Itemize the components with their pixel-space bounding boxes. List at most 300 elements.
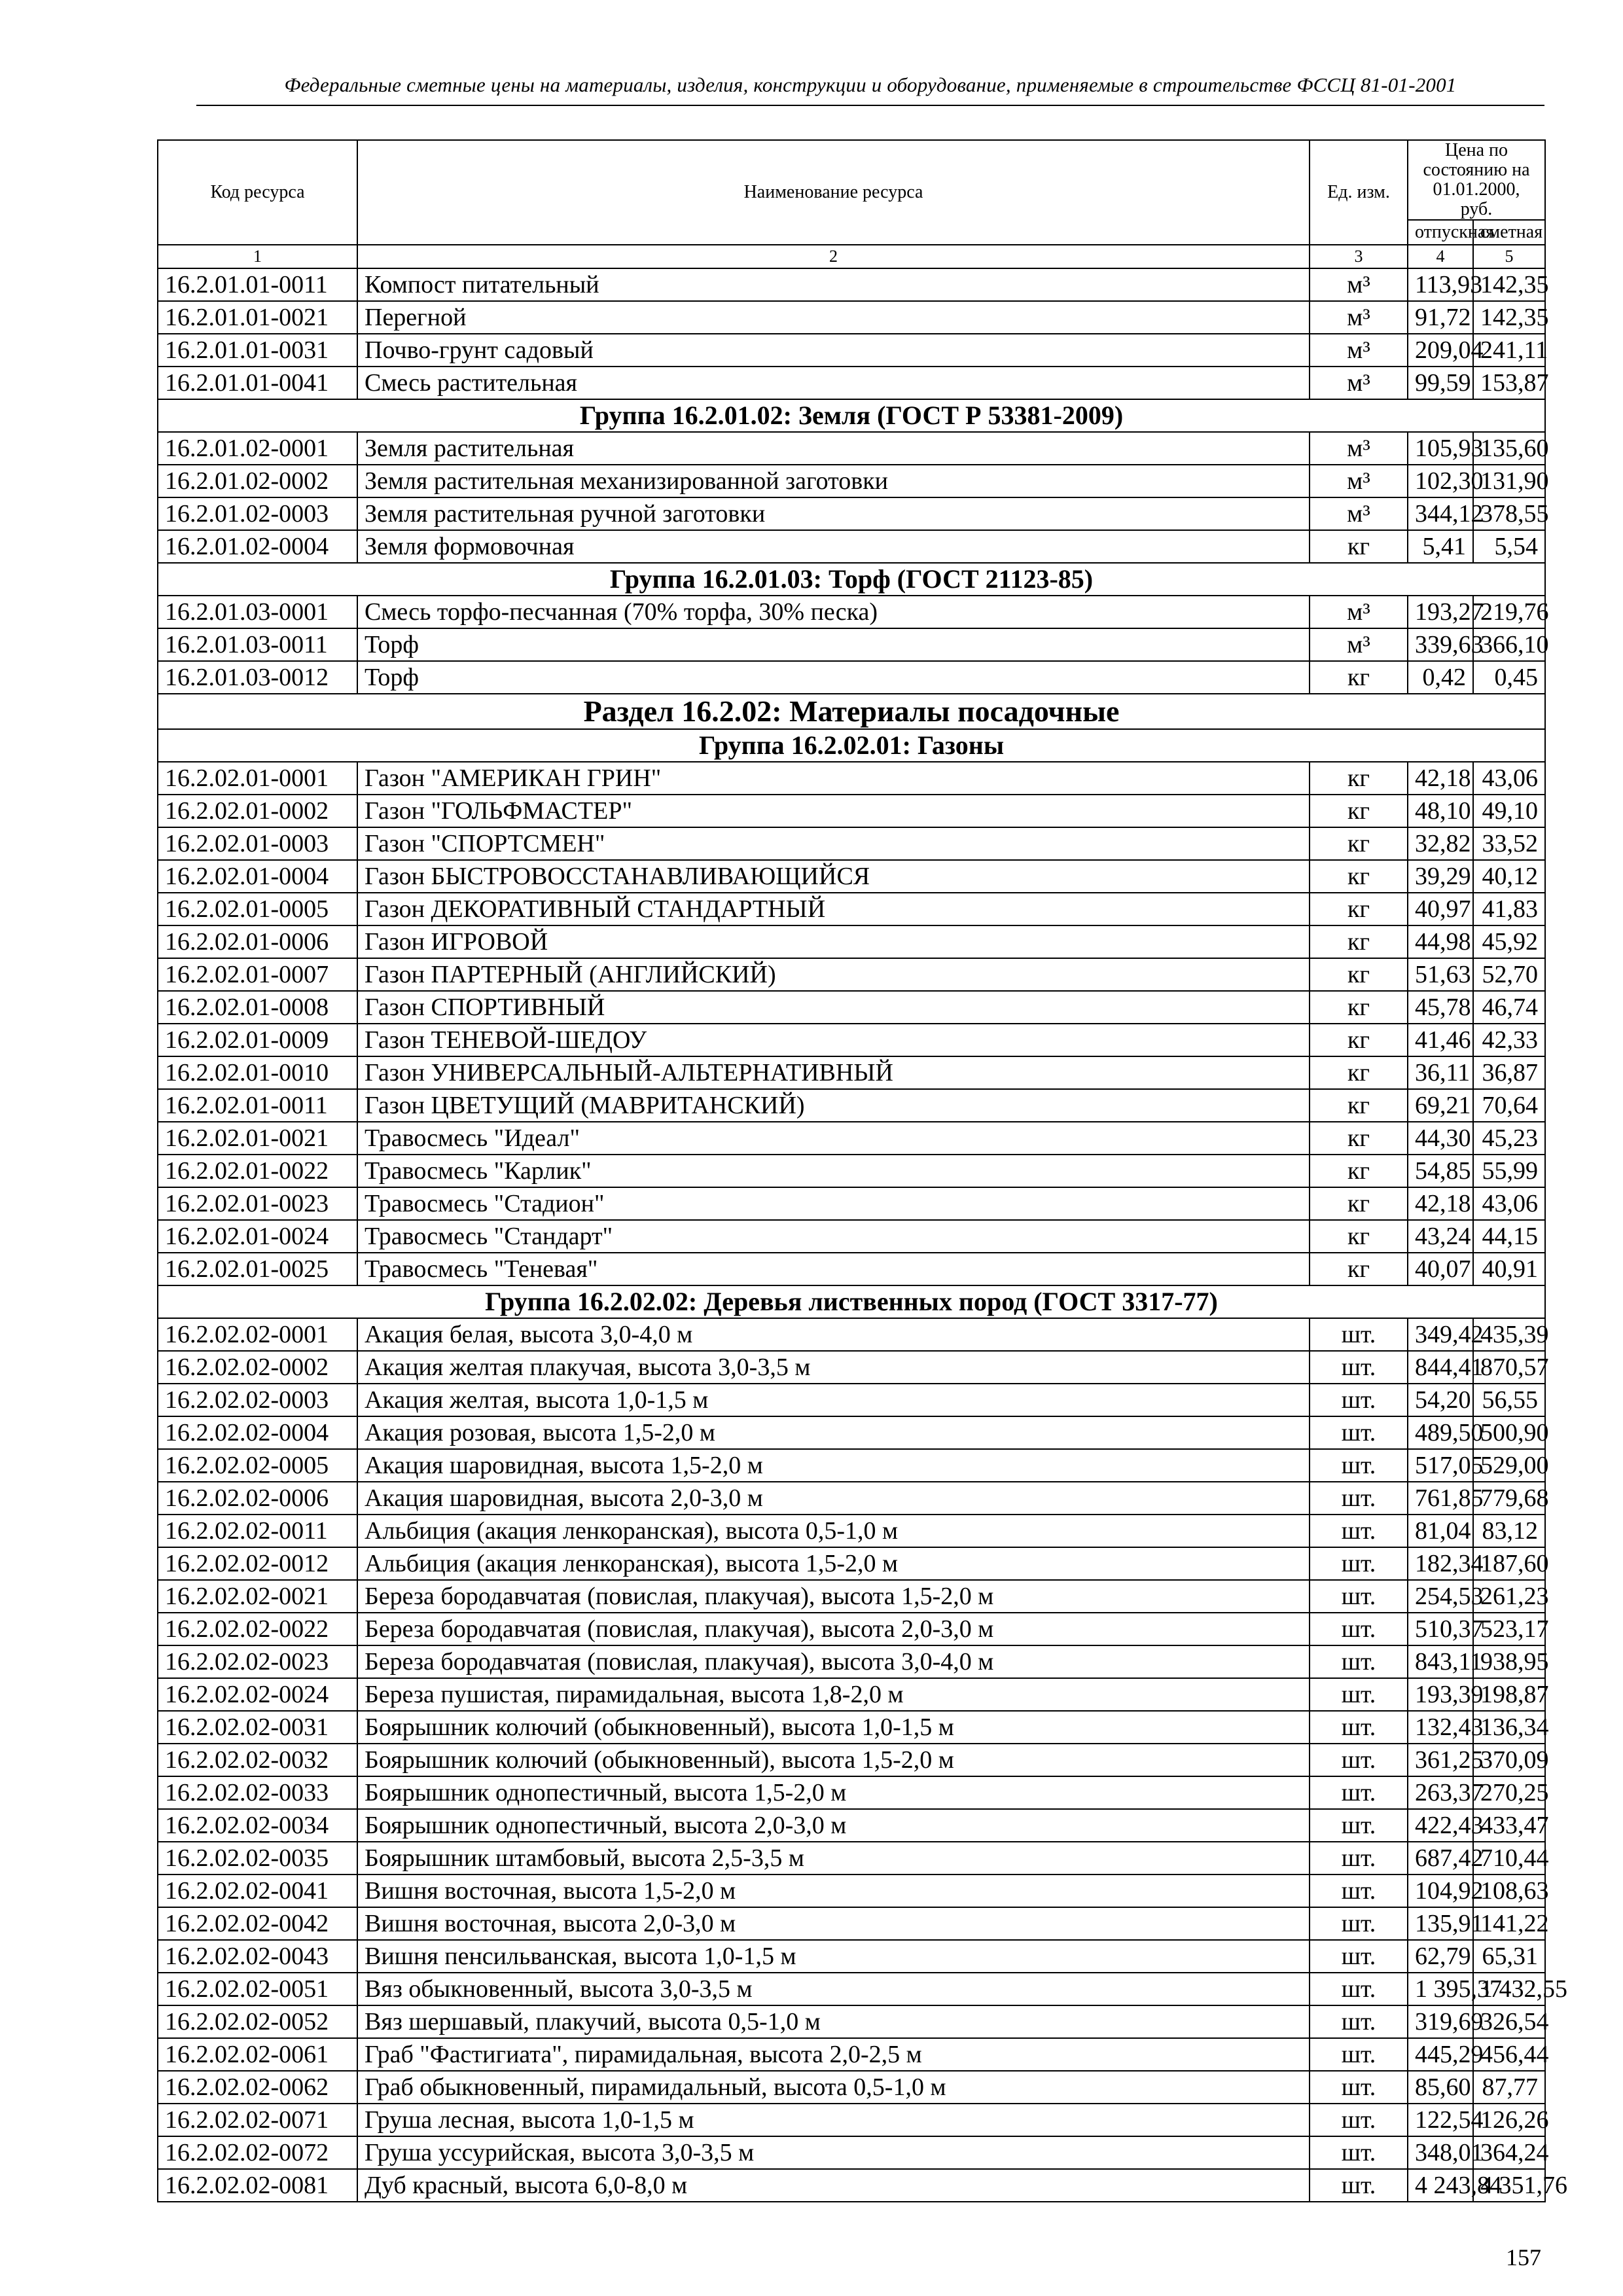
release-price: 102,30 [1408, 465, 1473, 497]
resource-code: 16.2.02.02-0042 [158, 1907, 357, 1940]
release-price: 113,93 [1408, 268, 1473, 301]
resource-name: Смесь торфо-песчанная (70% торфа, 30% песка) [357, 596, 1310, 628]
resource-code: 16.2.02.02-0081 [158, 2169, 357, 2202]
resource-name: Газон ТЕНЕВОЙ-ШЕДОУ [357, 1024, 1310, 1056]
unit-cell: кг [1310, 991, 1408, 1024]
unit-cell: кг [1310, 795, 1408, 827]
release-price: 42,18 [1408, 762, 1473, 795]
running-header: Федеральные сметные цены на материалы, изделия, конструкции и оборудование, применяемые в строительстве ФССЦ 81-01-2001 [284, 73, 1457, 96]
table-row [158, 1874, 1545, 1907]
estimate-price: 41,83 [1473, 893, 1545, 925]
estimate-price: 500,90 [1473, 1416, 1545, 1449]
resource-name: Граб обыкновенный, пирамидальный, высота 0,5-1,0 м [357, 2071, 1310, 2104]
release-price: 209,04 [1408, 334, 1473, 367]
resource-name: Газон ЦВЕТУЩИЙ (МАВРИТАНСКИЙ) [357, 1089, 1310, 1122]
col-number: 1 [158, 245, 357, 268]
release-price: 319,69 [1408, 2005, 1473, 2038]
estimate-price: 43,06 [1473, 1187, 1545, 1220]
unit-cell: кг [1310, 1220, 1408, 1253]
resource-code: 16.2.02.01-0003 [158, 827, 357, 860]
unit-cell: кг [1310, 1187, 1408, 1220]
release-price: 122,54 [1408, 2104, 1473, 2136]
table-row [158, 1580, 1545, 1613]
header-price: Цена по состоянию на 01.01.2000, руб. [1408, 140, 1545, 220]
release-price: 135,91 [1408, 1907, 1473, 1940]
table-row [158, 1613, 1545, 1645]
table-row [158, 1155, 1545, 1187]
resource-code: 16.2.02.02-0002 [158, 1351, 357, 1384]
release-price: 69,21 [1408, 1089, 1473, 1122]
unit-cell: шт. [1310, 1744, 1408, 1776]
table-row [158, 432, 1545, 465]
unit-cell: шт. [1310, 1645, 1408, 1678]
unit-cell: кг [1310, 1122, 1408, 1155]
release-price: 4 243,84 [1408, 2169, 1473, 2202]
estimate-price: 33,52 [1473, 827, 1545, 860]
table-row [158, 795, 1545, 827]
col-number: 4 [1408, 245, 1473, 268]
resource-name: Груша уссурийская, высота 3,0-3,5 м [357, 2136, 1310, 2169]
resource-code: 16.2.02.01-0009 [158, 1024, 357, 1056]
estimate-price: 187,60 [1473, 1547, 1545, 1580]
table-row [158, 1384, 1545, 1416]
unit-cell: шт. [1310, 1711, 1408, 1744]
unit-cell: м³ [1310, 497, 1408, 530]
release-price: 761,85 [1408, 1482, 1473, 1515]
estimate-price: 65,31 [1473, 1940, 1545, 1973]
resource-name: Береза бородавчатая (повислая, плакучая), высота 2,0-3,0 м [357, 1613, 1310, 1645]
unit-cell: шт. [1310, 1416, 1408, 1449]
estimate-price: 261,23 [1473, 1580, 1545, 1613]
resource-name: Земля растительная [357, 432, 1310, 465]
resource-name: Акация розовая, высота 1,5-2,0 м [357, 1416, 1310, 1449]
estimate-price: 366,10 [1473, 628, 1545, 661]
resource-name: Торф [357, 661, 1310, 694]
unit-cell: кг [1310, 1056, 1408, 1089]
resource-code: 16.2.01.01-0021 [158, 301, 357, 334]
resource-name: Вишня восточная, высота 2,0-3,0 м [357, 1907, 1310, 1940]
resource-code: 16.2.02.01-0002 [158, 795, 357, 827]
resource-name: Травосмесь "Идеал" [357, 1122, 1310, 1155]
unit-cell: шт. [1310, 1776, 1408, 1809]
table-row [158, 301, 1545, 334]
table-row [158, 860, 1545, 893]
unit-cell: шт. [1310, 1874, 1408, 1907]
estimate-price: 326,54 [1473, 2005, 1545, 2038]
resource-name: Земля растительная ручной заготовки [357, 497, 1310, 530]
resource-name: Газон ДЕКОРАТИВНЫЙ СТАНДАРТНЫЙ [357, 893, 1310, 925]
resource-code: 16.2.01.02-0003 [158, 497, 357, 530]
estimate-price: 5,54 [1473, 530, 1545, 563]
release-price: 42,18 [1408, 1187, 1473, 1220]
resource-code: 16.2.02.02-0072 [158, 2136, 357, 2169]
table-body [158, 268, 1567, 2202]
unit-cell: м³ [1310, 465, 1408, 497]
section-title: Раздел 16.2.02: Материалы посадочные [158, 694, 1545, 729]
unit-cell: м³ [1310, 334, 1408, 367]
header-name: Наименование ресурса [357, 140, 1310, 245]
release-price: 41,46 [1408, 1024, 1473, 1056]
unit-cell: шт. [1310, 2071, 1408, 2104]
release-price: 843,11 [1408, 1645, 1473, 1678]
resource-name: Травосмесь "Стадион" [357, 1187, 1310, 1220]
resource-name: Боярышник однопестичный, высота 2,0-3,0 м [357, 1809, 1310, 1842]
resource-name: Земля формовочная [357, 530, 1310, 563]
release-price: 44,98 [1408, 925, 1473, 958]
resource-name: Земля растительная механизированной заготовки [357, 465, 1310, 497]
resource-code: 16.2.02.01-0008 [158, 991, 357, 1024]
release-price: 32,82 [1408, 827, 1473, 860]
estimate-price: 779,68 [1473, 1482, 1545, 1515]
release-price: 40,07 [1408, 1253, 1473, 1285]
release-price: 91,72 [1408, 301, 1473, 334]
resource-code: 16.2.02.02-0021 [158, 1580, 357, 1613]
resource-code: 16.2.02.01-0007 [158, 958, 357, 991]
estimate-price: 45,92 [1473, 925, 1545, 958]
col-number: 5 [1473, 245, 1545, 268]
release-price: 51,63 [1408, 958, 1473, 991]
unit-cell: шт. [1310, 1842, 1408, 1874]
resource-name: Акация желтая плакучая, высота 3,0-3,5 м [357, 1351, 1310, 1384]
group-row [158, 399, 1545, 432]
release-price: 5,41 [1408, 530, 1473, 563]
estimate-price: 46,74 [1473, 991, 1545, 1024]
resource-code: 16.2.01.01-0011 [158, 268, 357, 301]
resource-code: 16.2.02.01-0021 [158, 1122, 357, 1155]
table-row [158, 2169, 1545, 2202]
unit-cell: кг [1310, 762, 1408, 795]
estimate-price: 136,34 [1473, 1711, 1545, 1744]
estimate-price: 370,09 [1473, 1744, 1545, 1776]
resource-code: 16.2.02.02-0004 [158, 1416, 357, 1449]
unit-cell: шт. [1310, 1515, 1408, 1547]
table-row [158, 1416, 1545, 1449]
estimate-price: 270,25 [1473, 1776, 1545, 1809]
unit-cell: шт. [1310, 1907, 1408, 1940]
resource-name: Боярышник штамбовый, высота 2,5-3,5 м [357, 1842, 1310, 1874]
unit-cell: шт. [1310, 1613, 1408, 1645]
resource-code: 16.2.02.02-0023 [158, 1645, 357, 1678]
release-price: 489,50 [1408, 1416, 1473, 1449]
table-row [158, 1056, 1545, 1089]
release-price: 182,34 [1408, 1547, 1473, 1580]
estimate-price: 70,64 [1473, 1089, 1545, 1122]
release-price: 517,05 [1408, 1449, 1473, 1482]
estimate-price: 142,35 [1473, 301, 1545, 334]
table-row [158, 1842, 1545, 1874]
resource-name: Альбиция (акация ленкоранская), высота 1,5-2,0 м [357, 1547, 1310, 1580]
resource-code: 16.2.02.01-0023 [158, 1187, 357, 1220]
price-table [157, 139, 1567, 2202]
unit-cell: шт. [1310, 2038, 1408, 2071]
table-row [158, 367, 1545, 399]
resource-name: Дуб красный, высота 6,0-8,0 м [357, 2169, 1310, 2202]
estimate-price: 456,44 [1473, 2038, 1545, 2071]
resource-code: 16.2.01.02-0002 [158, 465, 357, 497]
unit-cell: шт. [1310, 1482, 1408, 1515]
table-row [158, 530, 1545, 563]
group-row [158, 729, 1545, 762]
group-title: Группа 16.2.01.02: Земля (ГОСТ Р 53381-2009) [158, 399, 1545, 432]
header-unit: Ед. изм. [1310, 140, 1408, 245]
estimate-price: 126,26 [1473, 2104, 1545, 2136]
table-row [158, 497, 1545, 530]
unit-cell: кг [1310, 1089, 1408, 1122]
resource-name: Акация белая, высота 3,0-4,0 м [357, 1318, 1310, 1351]
table-row [158, 268, 1545, 301]
table-row [158, 628, 1545, 661]
estimate-price: 44,15 [1473, 1220, 1545, 1253]
resource-code: 16.2.02.02-0034 [158, 1809, 357, 1842]
release-price: 62,79 [1408, 1940, 1473, 1973]
resource-code: 16.2.02.01-0006 [158, 925, 357, 958]
unit-cell: шт. [1310, 2136, 1408, 2169]
table-row [158, 465, 1545, 497]
resource-code: 16.2.01.01-0031 [158, 334, 357, 367]
estimate-price: 56,55 [1473, 1384, 1545, 1416]
release-price: 844,41 [1408, 1351, 1473, 1384]
estimate-price: 938,95 [1473, 1645, 1545, 1678]
unit-cell: шт. [1310, 2104, 1408, 2136]
release-price: 348,01 [1408, 2136, 1473, 2169]
table-row [158, 1515, 1545, 1547]
resource-code: 16.2.02.02-0061 [158, 2038, 357, 2071]
table-row [158, 1547, 1545, 1580]
unit-cell: кг [1310, 827, 1408, 860]
estimate-price: 433,47 [1473, 1809, 1545, 1842]
table-row [158, 925, 1545, 958]
estimate-price: 108,63 [1473, 1874, 1545, 1907]
unit-cell: кг [1310, 530, 1408, 563]
release-price: 254,53 [1408, 1580, 1473, 1613]
unit-cell: шт. [1310, 1973, 1408, 2005]
unit-cell: кг [1310, 1024, 1408, 1056]
unit-cell: шт. [1310, 1318, 1408, 1351]
resource-code: 16.2.01.03-0012 [158, 661, 357, 694]
unit-cell: м³ [1310, 596, 1408, 628]
resource-name: Газон ПАРТЕРНЫЙ (АНГЛИЙСКИЙ) [357, 958, 1310, 991]
table-row [158, 1482, 1545, 1515]
table-row [158, 661, 1545, 694]
unit-cell: кг [1310, 1155, 1408, 1187]
resource-code: 16.2.02.02-0041 [158, 1874, 357, 1907]
unit-cell: м³ [1310, 432, 1408, 465]
resource-name: Газон "ГОЛЬФМАСТЕР" [357, 795, 1310, 827]
table-row [158, 2005, 1545, 2038]
resource-name: Береза бородавчатая (повислая, плакучая), высота 3,0-4,0 м [357, 1645, 1310, 1678]
resource-code: 16.2.01.03-0001 [158, 596, 357, 628]
table-row [158, 1449, 1545, 1482]
table-row [158, 1678, 1545, 1711]
resource-code: 16.2.02.02-0011 [158, 1515, 357, 1547]
release-price: 104,92 [1408, 1874, 1473, 1907]
unit-cell: кг [1310, 661, 1408, 694]
header-code: Код ресурса [158, 140, 357, 245]
resource-code: 16.2.02.02-0031 [158, 1711, 357, 1744]
unit-cell: кг [1310, 925, 1408, 958]
estimate-price: 378,55 [1473, 497, 1545, 530]
estimate-price: 131,90 [1473, 465, 1545, 497]
release-price: 43,24 [1408, 1220, 1473, 1253]
resource-name: Газон "АМЕРИКАН ГРИН" [357, 762, 1310, 795]
resource-code: 16.2.02.02-0033 [158, 1776, 357, 1809]
resource-name: Травосмесь "Карлик" [357, 1155, 1310, 1187]
unit-cell: кг [1310, 958, 1408, 991]
unit-cell: кг [1310, 893, 1408, 925]
resource-code: 16.2.02.02-0001 [158, 1318, 357, 1351]
estimate-price: 529,00 [1473, 1449, 1545, 1482]
unit-cell: шт. [1310, 1678, 1408, 1711]
table-row [158, 1809, 1545, 1842]
resource-code: 16.2.02.02-0052 [158, 2005, 357, 2038]
resource-code: 16.2.02.01-0011 [158, 1089, 357, 1122]
estimate-price: 241,11 [1473, 334, 1545, 367]
table-row [158, 1645, 1545, 1678]
resource-code: 16.2.02.01-0005 [158, 893, 357, 925]
release-price: 48,10 [1408, 795, 1473, 827]
estimate-price: 142,35 [1473, 268, 1545, 301]
header-release: отпускная [1408, 220, 1473, 245]
estimate-price: 52,70 [1473, 958, 1545, 991]
release-price: 193,39 [1408, 1678, 1473, 1711]
release-price: 132,43 [1408, 1711, 1473, 1744]
page-number: 157 [1506, 2244, 1541, 2270]
release-price: 510,37 [1408, 1613, 1473, 1645]
table-row [158, 1744, 1545, 1776]
table-row [158, 1973, 1545, 2005]
resource-code: 16.2.02.02-0032 [158, 1744, 357, 1776]
resource-code: 16.2.02.02-0051 [158, 1973, 357, 2005]
release-price: 39,29 [1408, 860, 1473, 893]
table-row [158, 1351, 1545, 1384]
unit-cell: шт. [1310, 1351, 1408, 1384]
resource-name: Акация шаровидная, высота 1,5-2,0 м [357, 1449, 1310, 1482]
resource-code: 16.2.02.01-0025 [158, 1253, 357, 1285]
resource-code: 16.2.01.03-0011 [158, 628, 357, 661]
table-row [158, 1711, 1545, 1744]
unit-cell: кг [1310, 860, 1408, 893]
resource-code: 16.2.01.01-0041 [158, 367, 357, 399]
table-row [158, 2104, 1545, 2136]
resource-name: Вяз шершавый, плакучий, высота 0,5-1,0 м [357, 2005, 1310, 2038]
estimate-price: 42,33 [1473, 1024, 1545, 1056]
release-price: 263,37 [1408, 1776, 1473, 1809]
resource-code: 16.2.02.01-0024 [158, 1220, 357, 1253]
release-price: 36,11 [1408, 1056, 1473, 1089]
resource-name: Травосмесь "Теневая" [357, 1253, 1310, 1285]
release-price: 54,20 [1408, 1384, 1473, 1416]
table-row [158, 827, 1545, 860]
estimate-price: 364,24 [1473, 2136, 1545, 2169]
estimate-price: 40,12 [1473, 860, 1545, 893]
table-row [158, 762, 1545, 795]
resource-code: 16.2.02.02-0005 [158, 1449, 357, 1482]
table-row [158, 596, 1545, 628]
resource-name: Торф [357, 628, 1310, 661]
unit-cell: кг [1310, 1253, 1408, 1285]
resource-name: Газон "СПОРТСМЕН" [357, 827, 1310, 860]
estimate-price: 870,57 [1473, 1351, 1545, 1384]
resource-name: Боярышник колючий (обыкновенный), высота 1,0-1,5 м [357, 1711, 1310, 1744]
table-row [158, 1187, 1545, 1220]
resource-code: 16.2.02.01-0004 [158, 860, 357, 893]
col-number: 3 [1310, 245, 1408, 268]
release-price: 1 395,37 [1408, 1973, 1473, 2005]
release-price: 687,42 [1408, 1842, 1473, 1874]
release-price: 445,29 [1408, 2038, 1473, 2071]
resource-code: 16.2.02.02-0006 [158, 1482, 357, 1515]
resource-name: Груша лесная, высота 1,0-1,5 м [357, 2104, 1310, 2136]
resource-name: Вяз обыкновенный, высота 3,0-3,5 м [357, 1973, 1310, 2005]
resource-code: 16.2.02.02-0035 [158, 1842, 357, 1874]
header-rule [196, 105, 1544, 106]
release-price: 422,43 [1408, 1809, 1473, 1842]
resource-name: Береза бородавчатая (повислая, плакучая), высота 1,5-2,0 м [357, 1580, 1310, 1613]
table-row [158, 2038, 1545, 2071]
release-price: 361,25 [1408, 1744, 1473, 1776]
resource-name: Компост питательный [357, 268, 1310, 301]
estimate-price: 135,60 [1473, 432, 1545, 465]
release-price: 344,12 [1408, 497, 1473, 530]
resource-code: 16.2.02.01-0001 [158, 762, 357, 795]
group-row [158, 563, 1545, 596]
table-row [158, 1122, 1545, 1155]
resource-code: 16.2.01.02-0001 [158, 432, 357, 465]
unit-cell: м³ [1310, 628, 1408, 661]
estimate-price: 45,23 [1473, 1122, 1545, 1155]
table-row [158, 1318, 1545, 1351]
release-price: 54,85 [1408, 1155, 1473, 1187]
release-price: 45,78 [1408, 991, 1473, 1024]
resource-code: 16.2.02.02-0024 [158, 1678, 357, 1711]
estimate-price: 43,06 [1473, 762, 1545, 795]
estimate-price: 0,45 [1473, 661, 1545, 694]
release-price: 40,97 [1408, 893, 1473, 925]
release-price: 44,30 [1408, 1122, 1473, 1155]
resource-name: Боярышник однопестичный, высота 1,5-2,0 м [357, 1776, 1310, 1809]
estimate-price: 141,22 [1473, 1907, 1545, 1940]
resource-name: Вишня восточная, высота 1,5-2,0 м [357, 1874, 1310, 1907]
unit-cell: м³ [1310, 367, 1408, 399]
estimate-price: 198,87 [1473, 1678, 1545, 1711]
table-row [158, 1024, 1545, 1056]
resource-name: Газон ИГРОВОЙ [357, 925, 1310, 958]
unit-cell: м³ [1310, 301, 1408, 334]
unit-cell: шт. [1310, 2169, 1408, 2202]
release-price: 81,04 [1408, 1515, 1473, 1547]
group-title: Группа 16.2.01.03: Торф (ГОСТ 21123-85) [158, 563, 1545, 596]
resource-name: Перегной [357, 301, 1310, 334]
unit-cell: шт. [1310, 1580, 1408, 1613]
header-estimate: сметная [1473, 220, 1545, 245]
table-row [158, 1776, 1545, 1809]
unit-cell: шт. [1310, 2005, 1408, 2038]
resource-name: Газон УНИВЕРСАЛЬНЫЙ-АЛЬТЕРНАТИВНЫЙ [357, 1056, 1310, 1089]
table-row [158, 893, 1545, 925]
unit-cell: шт. [1310, 1940, 1408, 1973]
estimate-price: 40,91 [1473, 1253, 1545, 1285]
unit-cell: м³ [1310, 268, 1408, 301]
unit-cell: шт. [1310, 1384, 1408, 1416]
group-title: Группа 16.2.02.02: Деревья лиственных пород (ГОСТ 3317-77) [158, 1285, 1545, 1318]
table-row [158, 958, 1545, 991]
table-row [158, 1253, 1545, 1285]
release-price: 339,63 [1408, 628, 1473, 661]
col-number: 2 [357, 245, 1310, 268]
release-price: 85,60 [1408, 2071, 1473, 2104]
release-price: 349,42 [1408, 1318, 1473, 1351]
release-price: 193,27 [1408, 596, 1473, 628]
